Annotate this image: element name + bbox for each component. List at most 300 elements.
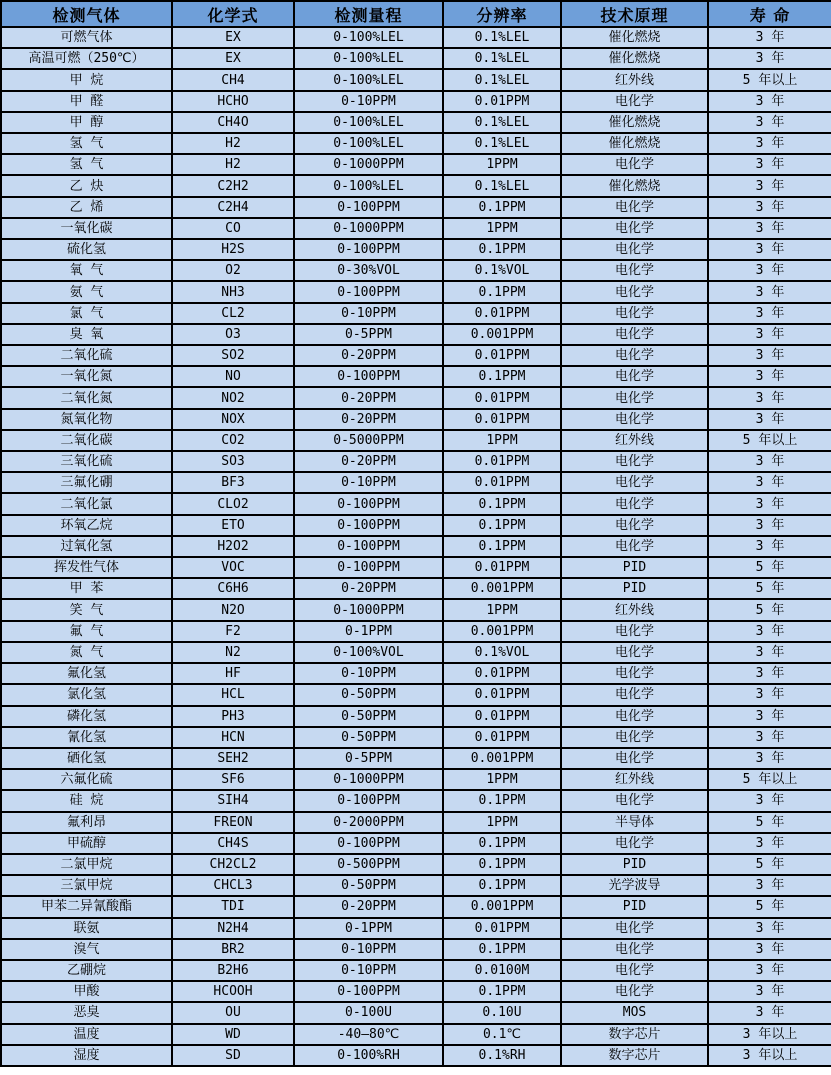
cell-detection-range: 0-50PPM (294, 875, 443, 896)
table-row (1, 621, 831, 642)
table-row (1, 663, 831, 684)
table-row (1, 387, 831, 408)
cell-resolution: 0.1PPM (443, 515, 561, 536)
table-row (1, 642, 831, 663)
cell-lifespan: 3 年 (708, 472, 831, 493)
cell-detection-range: 0-5000PPM (294, 430, 443, 451)
cell-technology: 电化学 (561, 515, 708, 536)
table-header (1, 1, 831, 27)
cell-technology: 催化燃烧 (561, 27, 708, 48)
cell-lifespan: 3 年 (708, 981, 831, 1002)
cell-technology: 电化学 (561, 303, 708, 324)
cell-chemical-formula: F2 (172, 621, 294, 642)
cell-lifespan: 3 年 (708, 451, 831, 472)
cell-gas-name: 二氧化氮 (1, 387, 172, 408)
table-row (1, 918, 831, 939)
table-row (1, 1002, 831, 1023)
table-row (1, 451, 831, 472)
table-row (1, 960, 831, 981)
table-row (1, 557, 831, 578)
cell-detection-range: 0-100%LEL (294, 175, 443, 196)
cell-gas-name: 氨 气 (1, 281, 172, 302)
cell-detection-range: 0-1000PPM (294, 769, 443, 790)
cell-chemical-formula: OU (172, 1002, 294, 1023)
cell-lifespan: 5 年 (708, 599, 831, 620)
cell-chemical-formula: SF6 (172, 769, 294, 790)
table-row (1, 769, 831, 790)
cell-gas-name: 硒化氢 (1, 748, 172, 769)
table-row (1, 366, 831, 387)
cell-chemical-formula: CH4 (172, 69, 294, 90)
cell-gas-name: 氢 气 (1, 154, 172, 175)
cell-resolution: 0.10U (443, 1002, 561, 1023)
cell-gas-name: 乙 炔 (1, 175, 172, 196)
cell-detection-range: 0-2000PPM (294, 812, 443, 833)
cell-chemical-formula: SO2 (172, 345, 294, 366)
cell-gas-name: 甲 醇 (1, 112, 172, 133)
cell-lifespan: 3 年 (708, 175, 831, 196)
cell-chemical-formula: SIH4 (172, 790, 294, 811)
cell-technology: 电化学 (561, 324, 708, 345)
cell-gas-name: 氟 气 (1, 621, 172, 642)
cell-resolution: 0.1PPM (443, 833, 561, 854)
cell-chemical-formula: HCN (172, 727, 294, 748)
header-cell-resolution: 分辨率 (443, 1, 561, 27)
cell-detection-range: 0-1000PPM (294, 154, 443, 175)
cell-gas-name: 乙 烯 (1, 197, 172, 218)
table-row (1, 706, 831, 727)
cell-detection-range: 0-100PPM (294, 366, 443, 387)
cell-chemical-formula: SD (172, 1045, 294, 1066)
cell-chemical-formula: C6H6 (172, 578, 294, 599)
table-row (1, 133, 831, 154)
cell-lifespan: 5 年 (708, 896, 831, 917)
cell-gas-name: 乙硼烷 (1, 960, 172, 981)
cell-resolution: 0.01PPM (443, 557, 561, 578)
cell-lifespan: 3 年 (708, 387, 831, 408)
cell-detection-range: 0-1PPM (294, 918, 443, 939)
cell-detection-range: 0-100%VOL (294, 642, 443, 663)
cell-chemical-formula: NO2 (172, 387, 294, 408)
table-row (1, 578, 831, 599)
cell-detection-range: 0-10PPM (294, 960, 443, 981)
cell-chemical-formula: H2 (172, 154, 294, 175)
cell-resolution: 0.01PPM (443, 91, 561, 112)
cell-technology: 电化学 (561, 387, 708, 408)
cell-resolution: 0.1PPM (443, 281, 561, 302)
cell-gas-name: 甲苯二异氰酸酯 (1, 896, 172, 917)
cell-chemical-formula: NO (172, 366, 294, 387)
cell-chemical-formula: H2O2 (172, 536, 294, 557)
cell-gas-name: 磷化氢 (1, 706, 172, 727)
cell-gas-name: 氰化氢 (1, 727, 172, 748)
cell-detection-range: 0-100%LEL (294, 133, 443, 154)
cell-gas-name: 氯化氢 (1, 684, 172, 705)
cell-resolution: 0.001PPM (443, 324, 561, 345)
cell-gas-name: 可燃气体 (1, 27, 172, 48)
table-row (1, 48, 831, 69)
cell-gas-name: 氟化氢 (1, 663, 172, 684)
cell-detection-range: 0-10PPM (294, 303, 443, 324)
cell-resolution: 0.1%LEL (443, 27, 561, 48)
cell-resolution: 0.01PPM (443, 409, 561, 430)
cell-lifespan: 5 年以上 (708, 69, 831, 90)
cell-technology: 电化学 (561, 642, 708, 663)
cell-gas-name: 氯 气 (1, 303, 172, 324)
cell-chemical-formula: N2H4 (172, 918, 294, 939)
table-row (1, 1024, 831, 1045)
cell-chemical-formula: BF3 (172, 472, 294, 493)
cell-chemical-formula: N2O (172, 599, 294, 620)
cell-chemical-formula: TDI (172, 896, 294, 917)
cell-detection-range: 0-100PPM (294, 557, 443, 578)
cell-gas-name: 甲 苯 (1, 578, 172, 599)
cell-chemical-formula: ETO (172, 515, 294, 536)
cell-lifespan: 3 年 (708, 324, 831, 345)
cell-technology: 电化学 (561, 790, 708, 811)
table-row (1, 409, 831, 430)
cell-resolution: 0.01PPM (443, 684, 561, 705)
cell-detection-range: 0-100PPM (294, 493, 443, 514)
cell-detection-range: 0-100U (294, 1002, 443, 1023)
cell-gas-name: 高温可燃（250℃） (1, 48, 172, 69)
table-row (1, 748, 831, 769)
cell-gas-name: 二氧化碳 (1, 430, 172, 451)
cell-chemical-formula: C2H4 (172, 197, 294, 218)
cell-detection-range: 0-1000PPM (294, 218, 443, 239)
cell-technology: 红外线 (561, 69, 708, 90)
cell-chemical-formula: C2H2 (172, 175, 294, 196)
cell-chemical-formula: CO (172, 218, 294, 239)
cell-chemical-formula: SO3 (172, 451, 294, 472)
cell-resolution: 0.001PPM (443, 578, 561, 599)
cell-gas-name: 笑 气 (1, 599, 172, 620)
cell-chemical-formula: NH3 (172, 281, 294, 302)
cell-chemical-formula: N2 (172, 642, 294, 663)
cell-technology: PID (561, 854, 708, 875)
cell-chemical-formula: FREON (172, 812, 294, 833)
table-row (1, 896, 831, 917)
cell-resolution: 0.1PPM (443, 493, 561, 514)
cell-gas-name: 过氧化氢 (1, 536, 172, 557)
cell-technology: 红外线 (561, 599, 708, 620)
table-row (1, 536, 831, 557)
header-cell-gas-name: 检测气体 (1, 1, 172, 27)
cell-detection-range: 0-30%VOL (294, 260, 443, 281)
cell-lifespan: 3 年 (708, 366, 831, 387)
cell-lifespan: 3 年 (708, 154, 831, 175)
cell-resolution: 0.1PPM (443, 197, 561, 218)
table-row (1, 154, 831, 175)
cell-lifespan: 3 年 (708, 218, 831, 239)
cell-gas-name: 氮氧化物 (1, 409, 172, 430)
cell-chemical-formula: CLO2 (172, 493, 294, 514)
cell-resolution: 0.1%LEL (443, 133, 561, 154)
cell-technology: 电化学 (561, 981, 708, 1002)
cell-resolution: 0.0100M (443, 960, 561, 981)
cell-resolution: 0.1PPM (443, 981, 561, 1002)
cell-resolution: 1PPM (443, 430, 561, 451)
table-row (1, 27, 831, 48)
table-row (1, 493, 831, 514)
cell-gas-name: 三氯甲烷 (1, 875, 172, 896)
cell-gas-name: 湿度 (1, 1045, 172, 1066)
table-row (1, 197, 831, 218)
cell-gas-name: 恶臭 (1, 1002, 172, 1023)
cell-gas-name: 三氧化硫 (1, 451, 172, 472)
cell-technology: 电化学 (561, 472, 708, 493)
cell-detection-range: 0-5PPM (294, 748, 443, 769)
table-row (1, 281, 831, 302)
cell-resolution: 1PPM (443, 154, 561, 175)
cell-technology: 电化学 (561, 663, 708, 684)
table-row (1, 112, 831, 133)
cell-lifespan: 3 年 (708, 960, 831, 981)
cell-detection-range: -40—80℃ (294, 1024, 443, 1045)
cell-detection-range: 0-20PPM (294, 578, 443, 599)
table-body (1, 27, 831, 1066)
table-row (1, 472, 831, 493)
cell-lifespan: 3 年 (708, 27, 831, 48)
cell-resolution: 0.1%VOL (443, 642, 561, 663)
cell-lifespan: 3 年 (708, 260, 831, 281)
cell-chemical-formula: EX (172, 48, 294, 69)
cell-resolution: 0.1PPM (443, 790, 561, 811)
cell-chemical-formula: BR2 (172, 939, 294, 960)
cell-lifespan: 3 年 (708, 345, 831, 366)
cell-detection-range: 0-50PPM (294, 684, 443, 705)
cell-lifespan: 3 年 (708, 515, 831, 536)
cell-resolution: 0.1%LEL (443, 48, 561, 69)
cell-technology: 电化学 (561, 748, 708, 769)
cell-lifespan: 3 年 (708, 409, 831, 430)
cell-technology: 电化学 (561, 706, 708, 727)
cell-chemical-formula: HCOOH (172, 981, 294, 1002)
cell-detection-range: 0-100PPM (294, 239, 443, 260)
cell-chemical-formula: CL2 (172, 303, 294, 324)
cell-lifespan: 3 年 (708, 493, 831, 514)
cell-lifespan: 3 年 (708, 1002, 831, 1023)
cell-lifespan: 5 年 (708, 854, 831, 875)
cell-lifespan: 3 年 (708, 918, 831, 939)
cell-technology: 催化燃烧 (561, 175, 708, 196)
cell-lifespan: 3 年 (708, 621, 831, 642)
cell-detection-range: 0-50PPM (294, 706, 443, 727)
table-row (1, 345, 831, 366)
cell-gas-name: 氟利昂 (1, 812, 172, 833)
cell-chemical-formula: CH2CL2 (172, 854, 294, 875)
table-row (1, 324, 831, 345)
cell-technology: 电化学 (561, 281, 708, 302)
cell-detection-range: 0-100PPM (294, 281, 443, 302)
cell-detection-range: 0-100%LEL (294, 112, 443, 133)
cell-resolution: 0.01PPM (443, 706, 561, 727)
cell-gas-name: 一氧化氮 (1, 366, 172, 387)
cell-detection-range: 0-500PPM (294, 854, 443, 875)
cell-lifespan: 3 年 (708, 748, 831, 769)
header-cell-chemical-formula: 化学式 (172, 1, 294, 27)
cell-gas-name: 环氧乙烷 (1, 515, 172, 536)
cell-technology: 电化学 (561, 536, 708, 557)
table-row (1, 790, 831, 811)
cell-chemical-formula: CO2 (172, 430, 294, 451)
cell-lifespan: 3 年 (708, 706, 831, 727)
cell-resolution: 1PPM (443, 812, 561, 833)
table-row (1, 854, 831, 875)
cell-resolution: 0.01PPM (443, 663, 561, 684)
table-row (1, 875, 831, 896)
cell-gas-name: 溴气 (1, 939, 172, 960)
cell-resolution: 0.1%RH (443, 1045, 561, 1066)
cell-technology: 电化学 (561, 960, 708, 981)
cell-lifespan: 3 年 (708, 727, 831, 748)
cell-resolution: 0.01PPM (443, 451, 561, 472)
cell-chemical-formula: CHCL3 (172, 875, 294, 896)
cell-detection-range: 0-100PPM (294, 197, 443, 218)
cell-detection-range: 0-100%RH (294, 1045, 443, 1066)
table-row (1, 812, 831, 833)
cell-gas-name: 二氧化硫 (1, 345, 172, 366)
cell-detection-range: 0-100%LEL (294, 27, 443, 48)
cell-technology: 电化学 (561, 366, 708, 387)
cell-technology: 电化学 (561, 451, 708, 472)
cell-resolution: 0.01PPM (443, 918, 561, 939)
cell-technology: PID (561, 896, 708, 917)
cell-technology: 催化燃烧 (561, 133, 708, 154)
cell-detection-range: 0-100PPM (294, 790, 443, 811)
cell-lifespan: 3 年 (708, 239, 831, 260)
cell-resolution: 0.1PPM (443, 366, 561, 387)
header-row (1, 1, 831, 27)
table-row (1, 727, 831, 748)
cell-gas-name: 硫化氢 (1, 239, 172, 260)
cell-chemical-formula: EX (172, 27, 294, 48)
cell-resolution: 0.01PPM (443, 727, 561, 748)
cell-technology: PID (561, 578, 708, 599)
cell-gas-name: 甲硫醇 (1, 833, 172, 854)
cell-lifespan: 3 年 (708, 303, 831, 324)
cell-gas-name: 二氯甲烷 (1, 854, 172, 875)
cell-resolution: 0.01PPM (443, 345, 561, 366)
cell-chemical-formula: CH4O (172, 112, 294, 133)
cell-detection-range: 0-10PPM (294, 663, 443, 684)
cell-lifespan: 5 年 (708, 578, 831, 599)
cell-technology: 电化学 (561, 409, 708, 430)
cell-detection-range: 0-20PPM (294, 409, 443, 430)
table-row (1, 175, 831, 196)
table-row (1, 939, 831, 960)
cell-resolution: 0.1PPM (443, 854, 561, 875)
cell-gas-name: 六氟化硫 (1, 769, 172, 790)
cell-technology: 数字芯片 (561, 1045, 708, 1066)
cell-lifespan: 3 年以上 (708, 1045, 831, 1066)
cell-detection-range: 0-5PPM (294, 324, 443, 345)
cell-gas-name: 甲酸 (1, 981, 172, 1002)
cell-technology: 电化学 (561, 239, 708, 260)
table-row (1, 69, 831, 90)
cell-lifespan: 3 年 (708, 833, 831, 854)
cell-gas-name: 二氧化氯 (1, 493, 172, 514)
cell-lifespan: 5 年 (708, 557, 831, 578)
cell-technology: 电化学 (561, 939, 708, 960)
table-row (1, 260, 831, 281)
cell-detection-range: 0-100%LEL (294, 69, 443, 90)
cell-resolution: 0.1PPM (443, 239, 561, 260)
cell-detection-range: 0-1000PPM (294, 599, 443, 620)
cell-technology: 电化学 (561, 345, 708, 366)
cell-chemical-formula: NOX (172, 409, 294, 430)
cell-chemical-formula: WD (172, 1024, 294, 1045)
cell-resolution: 0.1%VOL (443, 260, 561, 281)
table-row (1, 303, 831, 324)
cell-lifespan: 3 年 (708, 684, 831, 705)
cell-technology: MOS (561, 1002, 708, 1023)
cell-resolution: 0.01PPM (443, 387, 561, 408)
cell-technology: 红外线 (561, 430, 708, 451)
cell-technology: 电化学 (561, 493, 708, 514)
cell-detection-range: 0-20PPM (294, 387, 443, 408)
cell-detection-range: 0-100PPM (294, 833, 443, 854)
cell-lifespan: 3 年 (708, 48, 831, 69)
cell-chemical-formula: HCL (172, 684, 294, 705)
cell-resolution: 0.01PPM (443, 303, 561, 324)
cell-resolution: 0.001PPM (443, 748, 561, 769)
header-cell-detection-range: 检测量程 (294, 1, 443, 27)
cell-resolution: 0.1%LEL (443, 69, 561, 90)
cell-technology: 催化燃烧 (561, 48, 708, 69)
cell-resolution: 0.1PPM (443, 875, 561, 896)
cell-detection-range: 0-20PPM (294, 451, 443, 472)
cell-detection-range: 0-10PPM (294, 91, 443, 112)
cell-chemical-formula: PH3 (172, 706, 294, 727)
cell-chemical-formula: H2 (172, 133, 294, 154)
cell-technology: 电化学 (561, 91, 708, 112)
table-row (1, 218, 831, 239)
table-row (1, 599, 831, 620)
cell-gas-name: 一氧化碳 (1, 218, 172, 239)
cell-resolution: 1PPM (443, 218, 561, 239)
cell-resolution: 0.1%LEL (443, 175, 561, 196)
cell-technology: 电化学 (561, 260, 708, 281)
cell-detection-range: 0-50PPM (294, 727, 443, 748)
cell-technology: 电化学 (561, 218, 708, 239)
cell-lifespan: 3 年 (708, 642, 831, 663)
cell-resolution: 1PPM (443, 599, 561, 620)
cell-technology: 电化学 (561, 621, 708, 642)
header-cell-lifespan: 寿 命 (708, 1, 831, 27)
cell-detection-range: 0-100%LEL (294, 48, 443, 69)
table-row (1, 430, 831, 451)
cell-resolution: 1PPM (443, 769, 561, 790)
cell-lifespan: 3 年 (708, 536, 831, 557)
cell-gas-name: 臭 氧 (1, 324, 172, 345)
cell-technology: 催化燃烧 (561, 112, 708, 133)
cell-lifespan: 3 年 (708, 875, 831, 896)
table-row (1, 239, 831, 260)
cell-gas-name: 氧 气 (1, 260, 172, 281)
cell-technology: 电化学 (561, 833, 708, 854)
cell-chemical-formula: VOC (172, 557, 294, 578)
table-row (1, 684, 831, 705)
cell-lifespan: 3 年以上 (708, 1024, 831, 1045)
cell-gas-name: 硅 烷 (1, 790, 172, 811)
cell-resolution: 0.01PPM (443, 472, 561, 493)
cell-gas-name: 三氟化硼 (1, 472, 172, 493)
table-row (1, 91, 831, 112)
cell-chemical-formula: HCHO (172, 91, 294, 112)
table-row (1, 515, 831, 536)
cell-lifespan: 3 年 (708, 133, 831, 154)
